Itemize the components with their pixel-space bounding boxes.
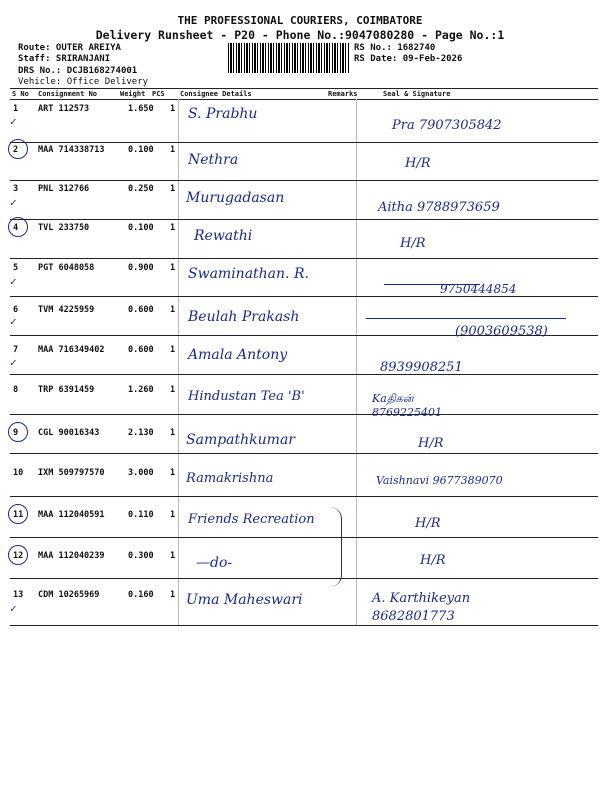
row-signature: 9750444854: [440, 282, 517, 296]
row-signature: H/R: [400, 236, 426, 251]
row-consignment: CGL 90016343: [38, 428, 100, 438]
signature-scribble: [366, 304, 566, 319]
row-consignee: Friends Recreation: [188, 512, 315, 527]
row-signature: (9003609538): [455, 324, 548, 339]
row-weight: 0.100: [128, 145, 154, 155]
row-sno: 3: [13, 184, 19, 194]
row-sno: 8: [13, 385, 19, 395]
staff-label: Staff: SRIRANJANI: [18, 54, 111, 64]
row-pcs: 1: [170, 104, 176, 114]
row-weight: 0.600: [128, 305, 154, 315]
barcode-image: [228, 43, 350, 73]
row-divider: [10, 496, 598, 497]
row-pcs: 1: [170, 223, 176, 233]
rs-date: RS Date: 09-Feb-2026: [354, 54, 463, 64]
check-mark-icon: ✓: [10, 315, 17, 328]
row-divider: [10, 453, 598, 454]
row-consignment: MAA 716349402: [38, 345, 105, 355]
col-seal-signature: Seal & Signature: [383, 90, 451, 98]
row-divider: [10, 180, 598, 181]
check-mark-icon: ✓: [10, 602, 17, 615]
row-weight: 1.650: [128, 104, 154, 114]
row-consignee: Sampathkumar: [186, 432, 295, 448]
consignee-col-divider: [178, 99, 179, 625]
row-signature: A. Karthikeyan 8682801773: [372, 591, 471, 624]
row-signature: Vaishnavi 9677389070: [376, 474, 503, 487]
row-weight: 1.260: [128, 385, 154, 395]
drs-number: DRS No.: DCJB168274001: [18, 66, 138, 76]
row-pcs: 1: [170, 551, 176, 561]
row-consignment: TVM 4225959: [38, 305, 95, 315]
row-sno: 9: [13, 428, 19, 438]
row-consignee: S. Prabhu: [188, 106, 258, 122]
row-pcs: 1: [170, 263, 176, 273]
row-signature: 8939908251: [380, 360, 463, 375]
vehicle-label: Vehicle: Office Delivery: [18, 77, 149, 87]
row-consignee: Murugadasan: [186, 190, 285, 206]
row-consignee: Amala Antony: [188, 347, 288, 363]
check-mark-icon: ✓: [10, 196, 17, 209]
row-consignment: PGT 6048058: [38, 263, 95, 273]
route-label: Route: OUTER AREIYA: [18, 43, 121, 53]
row-pcs: 1: [170, 590, 176, 600]
row-consignment: CDM 10265969: [38, 590, 100, 600]
row-sno: 1: [13, 104, 19, 114]
row-signature: H/R: [405, 156, 431, 171]
row-consignee: Beulah Prakash: [188, 309, 300, 325]
check-mark-icon: ✓: [10, 275, 17, 288]
row-weight: 2.130: [128, 428, 154, 438]
col-consignment: Consignment No: [38, 90, 98, 98]
row-pcs: 1: [170, 145, 176, 155]
row-pcs: 1: [170, 510, 176, 520]
row-consignee: —do-: [196, 555, 233, 571]
row-sno: 10: [13, 468, 24, 478]
row-divider: [10, 578, 598, 579]
row-weight: 3.000: [128, 468, 154, 478]
row-consignee: Rewathi: [194, 228, 253, 244]
grouping-brace-icon: [327, 507, 342, 587]
row-sno: 4: [13, 223, 19, 233]
row-signature: Kaதிகன் 8769225401: [372, 392, 442, 419]
runsheet-subtitle: Delivery Runsheet - P20 - Phone No.:9047080280 - Page No.:1: [95, 28, 505, 42]
row-sno: 2: [13, 145, 19, 155]
check-mark-icon: ✓: [10, 356, 17, 369]
row-consignment: PNL 312766: [38, 184, 90, 194]
row-divider: [10, 414, 598, 415]
row-divider: [10, 258, 598, 259]
row-sno: 12: [13, 551, 24, 561]
row-consignment: MAA 714338713: [38, 145, 105, 155]
row-pcs: 1: [170, 428, 176, 438]
row-sno: 6: [13, 305, 19, 315]
check-mark-icon: ✓: [10, 115, 17, 128]
row-divider: [10, 296, 598, 297]
row-consignee: Swaminathan. R.: [188, 266, 309, 282]
row-pcs: 1: [170, 345, 176, 355]
row-divider: [10, 219, 598, 220]
row-weight: 0.600: [128, 345, 154, 355]
rs-number: RS No.: 1682740: [354, 43, 436, 53]
row-consignee: Uma Maheswari: [186, 592, 303, 608]
row-pcs: 1: [170, 385, 176, 395]
row-pcs: 1: [170, 305, 176, 315]
row-sno: 7: [13, 345, 19, 355]
row-sno: 13: [13, 590, 24, 600]
row-weight: 0.250: [128, 184, 154, 194]
row-divider: [10, 142, 598, 143]
row-signature: H/R: [418, 436, 444, 451]
row-signature: H/R: [420, 553, 446, 568]
company-title: THE PROFESSIONAL COURIERS, COIMBATORE: [177, 14, 423, 27]
row-weight: 0.160: [128, 590, 154, 600]
header-bottom-rule: [10, 99, 598, 100]
row-consignment: MAA 112040239: [38, 551, 105, 561]
col-sno: S No: [12, 90, 29, 98]
row-sno: 11: [13, 510, 24, 520]
row-consignment: TRP 6391459: [38, 385, 95, 395]
row-signature: H/R: [415, 516, 441, 531]
col-consignee: Consignee Details: [180, 90, 252, 98]
header-top-rule: [10, 88, 598, 89]
row-pcs: 1: [170, 184, 176, 194]
row-weight: 0.110: [128, 510, 154, 520]
row-consignment: ART 112573: [38, 104, 90, 114]
row-signature: Aitha 9788973659: [378, 200, 500, 215]
row-weight: 0.900: [128, 263, 154, 273]
row-weight: 0.300: [128, 551, 154, 561]
row-weight: 0.100: [128, 223, 154, 233]
row-consignment: IXM 509797570: [38, 468, 105, 478]
row-divider: [10, 537, 598, 538]
row-signature: Pra 7907305842: [392, 118, 502, 133]
row-consignment: MAA 112040591: [38, 510, 105, 520]
col-remarks: Remarks: [328, 90, 358, 98]
row-consignee: Ramakrishna: [186, 471, 274, 486]
row-consignment: TVL 233750: [38, 223, 90, 233]
col-weight: Weight: [120, 90, 146, 98]
row-consignee: Nethra: [188, 152, 239, 168]
row-sno: 5: [13, 263, 19, 273]
row-divider: [10, 374, 598, 375]
col-pcs: PCS: [152, 90, 165, 98]
remarks-col-divider: [356, 99, 357, 625]
row-pcs: 1: [170, 468, 176, 478]
row-consignee: Hindustan Tea 'B': [188, 389, 305, 404]
